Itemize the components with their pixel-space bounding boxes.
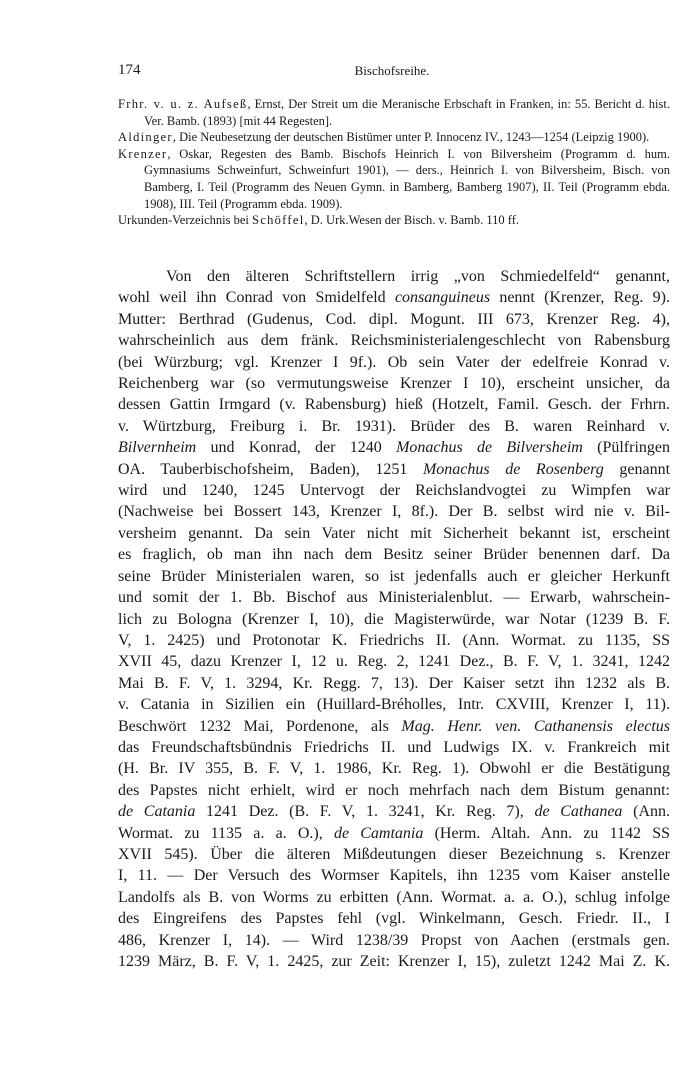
text-run: wird und 1240, 1245 Untervogt der Reichslandvogtei zu Wimpfen war <box>118 482 670 500</box>
text-run: und Konrad, der 1240 <box>196 439 397 457</box>
text-run: (H. Br. IV 355, B. F. V, 1. 1986, Kr. Reg. 1). Obwohl er die Bestätigung <box>118 760 670 778</box>
text-run: Mai B. F. V, 1. 3294, Kr. Regg. 7, 13). Der Kaiser setzt ihn 1232 als B. <box>118 674 670 692</box>
bibliography-text: , D. Urk.Wesen der Bisch. v. Bamb. 110 ff. <box>304 213 519 228</box>
text-line <box>118 544 670 565</box>
bibliography-author: Krenzer <box>118 146 168 161</box>
text-line <box>118 908 670 929</box>
text-run: versheim genannt. Da sein Vater nicht mit Sicherheit bekannt ist, erscheint <box>118 524 670 542</box>
bibliography <box>118 96 670 229</box>
text-line <box>118 587 670 608</box>
text-run: 1239 März, B. F. V, 1. 2425, zur Zeit: Krenzer I, 15), zuletzt 1242 Mai Z. K. <box>118 953 670 970</box>
italic-run: de Camtania <box>333 824 424 842</box>
bibliography-entry <box>118 146 670 212</box>
text-run: dessen Gattin Irmgard (v. Rabensburg) hieß (Hotzelt, Famil. Gesch. der Frhrn. <box>118 396 670 414</box>
text-line <box>118 330 670 351</box>
text-run: 486, Krenzer I, 14). — Wird 1238/39 Propst von Aachen (erstmals gen. <box>118 931 670 949</box>
text-line <box>118 523 670 544</box>
text-line <box>118 394 670 415</box>
bibliography-author: Schöffel <box>251 213 305 228</box>
text-run: Wormat. zu 1135 a. a. O.), <box>118 824 334 842</box>
text-run: v. Würtzburg, Freiburg i. Br. 1931). Brüder des B. waren Reinhard v. <box>118 417 670 435</box>
bibliography-entry <box>118 129 670 146</box>
text-line <box>118 801 670 822</box>
text-run: Mutter: Berthrad (Gudenus, Cod. dipl. Mogunt. III 673, Krenzer Reg. 4), <box>118 310 670 328</box>
text-line <box>118 694 670 715</box>
text-run: seine Brüder Ministerialen waren, so ist jedenfalls auch er gleicher Herkunft <box>118 567 670 585</box>
text-run: (Nachweise bei Bossert 143, Krenzer I, 8f.). Der B. selbst wird nie v. Bil- <box>118 503 670 521</box>
text-line <box>118 887 670 908</box>
italic-run: Monachus de Rosenberg <box>422 460 604 478</box>
text-run: genannt <box>603 460 671 478</box>
text-run: es fraglich, ob man ihn nach dem Besitz seiner Brüder benennen darf. Da <box>118 546 670 564</box>
bibliography-prefix: Urkunden-Verzeichnis bei <box>118 213 252 228</box>
bibliography-entry <box>118 96 670 129</box>
text-line <box>118 737 670 758</box>
bibliography-text: , Ernst, Der Streit um die Meranische Erbschaft in Franken, in: 55. Bericht d. hist. Ver. Bamb. (1893) [mit 44 Regesten]. <box>144 97 670 128</box>
italic-run: Monachus de Bilversheim <box>396 439 583 457</box>
text-run: Landolfs als B. von Worms zu erbitten (Ann. Wormat. a. a. O.), schlug infolge <box>118 888 670 906</box>
text-line <box>118 758 670 779</box>
text-run: wahrscheinlich aus dem fränk. Reichsministerialengeschlecht von Rabensburg <box>118 332 670 350</box>
text-run: Reichenberg war (so vermutungsweise Krenzer I 10), erscheint unsicher, da <box>118 375 670 393</box>
text-line <box>118 437 670 458</box>
page-header <box>118 62 666 82</box>
text-line <box>118 844 670 865</box>
text-run: wohl weil ihn Conrad von Smidelfeld <box>118 289 395 307</box>
text-run: I, 11. — Der Versuch des Wormser Kapitels, ihn 1235 vom Kaiser anstelle <box>118 867 670 885</box>
body-text <box>118 266 670 972</box>
text-line <box>118 930 670 951</box>
text-line <box>118 480 670 501</box>
text-line <box>118 823 670 844</box>
text-line <box>118 780 670 801</box>
text-run: 1241 Dez. (B. F. V, 1. 3241, Kr. Reg. 7), <box>195 803 535 821</box>
text-line <box>118 266 670 287</box>
italic-run: Bilvernheim <box>118 439 197 457</box>
text-line <box>118 865 670 886</box>
text-line <box>118 609 670 630</box>
italic-run: de Catania <box>118 803 196 821</box>
text-run: lich zu Bologna (Krenzer I, 10), die Magisterwürde, war Notar (1239 B. F. <box>118 610 670 628</box>
text-line <box>118 716 670 737</box>
text-line <box>118 673 670 694</box>
text-run: Beschwört 1232 Mai, Pordenone, als <box>118 717 402 735</box>
text-run: und somit der 1. Bb. Bischof aus Ministerialenblut. — Erwarb, wahrschein- <box>118 589 670 607</box>
text-line <box>118 651 670 672</box>
text-run: XVII 45, dazu Krenzer I, 12 u. Reg. 2, 1241 Dez., B. F. V, 1. 3241, 1242 <box>118 653 670 671</box>
text-run: OA. Tauberbischofsheim, Baden), 1251 <box>118 460 423 478</box>
text-run: nennt (Krenzer, Reg. 9). <box>490 289 670 307</box>
running-title: Bischofsreihe. <box>354 63 430 78</box>
bibliography-author: Frhr. v. u. z. Aufseß <box>118 97 248 111</box>
text-line <box>118 501 670 522</box>
text-line <box>118 416 670 437</box>
text-run: XVII 545). Über die älteren Mißdeutungen dieser Bezeichnung s. Krenzer <box>118 845 670 863</box>
text-run: (Pülfringen <box>582 439 670 457</box>
text-run: (Herm. Altah. Ann. zu 1142 SS <box>423 824 670 842</box>
text-line <box>118 352 670 373</box>
text-line <box>118 951 670 972</box>
text-line <box>118 630 670 651</box>
italic-run: Mag. Henr. ven. Cathanensis electus <box>401 717 671 735</box>
text-run: v. Catania in Sizilien ein (Huillard-Bréholles, Intr. CXVIII, Krenzer I, 11). <box>118 696 670 714</box>
text-run: Von den älteren Schriftstellern irrig „von Schmiedelfeld“ genannt, <box>166 268 670 285</box>
page-number: 174 <box>118 62 141 78</box>
text-run: (bei Würzburg; vgl. Krenzer I 9f.). Ob sein Vater der edelfreie Konrad v. <box>118 353 670 371</box>
bibliography-author: Aldinger <box>118 130 173 145</box>
italic-run: de Cathanea <box>534 803 623 821</box>
text-line <box>118 566 670 587</box>
text-line <box>118 373 670 394</box>
bibliography-entry <box>118 212 670 229</box>
text-run: des Eingreifens des Papstes fehl (vgl. Winkelmann, Gesch. Friedr. II., I <box>118 910 670 928</box>
text-line <box>118 459 670 480</box>
bibliography-text: , Die Neubesetzung der deutschen Bistümer unter P. Innocenz IV., 1243—1254 (Leipzig 1900). <box>172 130 650 145</box>
text-run: das Freundschaftsbündnis Friedrichs II. und Ludwigs IX. v. Frankreich mit <box>118 738 670 756</box>
text-run: V, 1. 2425) und Protonotar K. Friedrichs II. (Ann. Wormat. zu 1135, SS <box>118 631 670 649</box>
text-line <box>118 309 670 330</box>
text-run: des Papstes nicht erhielt, wird er noch mehrfach nach dem Bistum genannt: <box>118 781 670 799</box>
text-line <box>118 287 670 308</box>
italic-run: consanguineus <box>394 289 491 307</box>
text-run: (Ann. <box>622 803 670 821</box>
bibliography-text: , Oskar, Regesten des Bamb. Bischofs Heinrich I. von Bilversheim (Programm d. hum. Gymnasiums Schweinfurt, Schweinfurt 1901), — ders., Heinrich I. von Bilversheim, Bisch. von Bamberg, I. Teil (Programm des Neuen Gymn. in Bamberg, Bamberg 1907), II. Teil (Programm ebda. 1908), III. Teil (Programm ebda. 1909). <box>144 146 670 211</box>
